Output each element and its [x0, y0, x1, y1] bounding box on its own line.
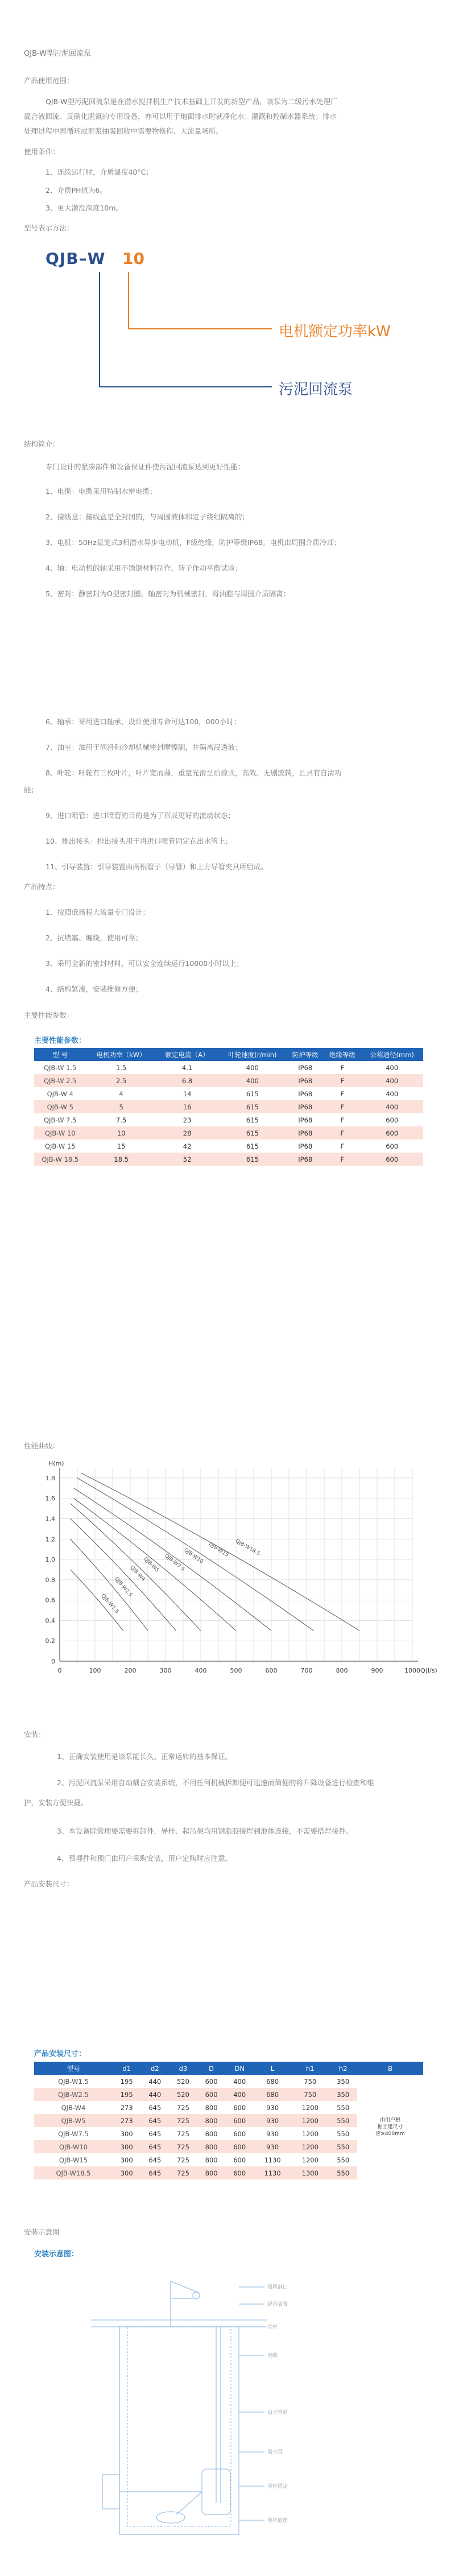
- dims-cell: 520: [169, 2075, 197, 2088]
- params-cell: 14: [156, 1087, 218, 1100]
- dims-cell: 600: [225, 2166, 254, 2179]
- params-column-header: 额定电流（A）: [156, 1048, 218, 1061]
- dims-column-header: d1: [113, 2062, 141, 2075]
- params-header-row: [34, 1048, 423, 1061]
- dims-table-title: 产品安装尺寸：: [34, 2050, 86, 2058]
- dims-cell: 680: [254, 2088, 291, 2101]
- dims-cell: 1130: [254, 2153, 291, 2166]
- params-cell: 615: [218, 1126, 287, 1140]
- params-cell: 5: [86, 1100, 156, 1113]
- params-cell: F: [324, 1113, 361, 1126]
- dims-cell: 440: [141, 2075, 169, 2088]
- params-cell: 600: [361, 1126, 423, 1140]
- dims-cell: 600: [225, 2140, 254, 2153]
- dims-cell: 600: [197, 2088, 226, 2101]
- params-cell: QJB-W 10: [34, 1126, 86, 1140]
- y-tick-label: 0.6: [45, 1596, 55, 1604]
- y-tick-label: 0.8: [45, 1576, 55, 1584]
- y-tick-label: 0: [51, 1658, 55, 1665]
- diagram-label: 起吊装置: [267, 2302, 288, 2307]
- series-label: QJB-W1.5: [100, 1593, 120, 1615]
- dims-cell: 930: [254, 2140, 291, 2153]
- feature-item: 1、按照低扬程大流量专门设计；: [46, 908, 150, 917]
- dims-cell: 930: [254, 2127, 291, 2140]
- model-name-label: 污泥回流泵: [279, 381, 353, 398]
- y-tick-label: 0.4: [45, 1617, 55, 1625]
- dims-cell: 645: [141, 2153, 169, 2166]
- dims-cell: QJB-W18.5: [34, 2166, 113, 2179]
- dims-cell: 725: [169, 2140, 197, 2153]
- x-tick-label: 400: [195, 1667, 207, 1674]
- x-tick-label: 300: [159, 1667, 172, 1674]
- page-title: QJB-W型污泥回流泵: [24, 49, 92, 58]
- dims-cell: QJB-W4: [34, 2101, 113, 2114]
- y-tick-label: 1.0: [45, 1556, 55, 1564]
- series-label: QJB-W2.5: [113, 1576, 134, 1599]
- params-cell: 615: [218, 1087, 287, 1100]
- params-cell: QJB-W 2.5: [34, 1074, 86, 1087]
- dims-cell: 1200: [291, 2153, 329, 2166]
- params-cell: 400: [361, 1100, 423, 1113]
- params-cell: 400: [361, 1074, 423, 1087]
- params-cell: 400: [218, 1061, 287, 1074]
- y-tick-label: 0.2: [45, 1637, 55, 1645]
- table-row: [34, 1113, 423, 1126]
- dims-cell: 645: [141, 2140, 169, 2153]
- dims-cell: 550: [329, 2101, 357, 2114]
- params-cell: 400: [218, 1074, 287, 1087]
- structure-item: 8、叶轮：叶轮有三枚叶片，叶片宽而薄，重量光滑呈后掠式，高效、无剧波转，且具有自清功: [46, 769, 342, 777]
- dims-cell: QJB-W10: [34, 2140, 113, 2153]
- dims-column-header: 型号: [34, 2062, 113, 2075]
- dims-cell: 750: [291, 2075, 329, 2088]
- params-cell: 615: [218, 1100, 287, 1113]
- dims-cell: 1200: [291, 2114, 329, 2127]
- structure-item: 3、电机：50Hz鼠笼式3相潜水异步电动机，F级绝缘，防护等级IP68。电机由周围介质冷却；: [46, 538, 341, 547]
- dims-column-header: h1: [291, 2062, 329, 2075]
- params-cell: 23: [156, 1113, 218, 1126]
- x-tick-label: 800: [336, 1667, 348, 1674]
- params-cell: 15: [86, 1140, 156, 1153]
- dims-cell: 273: [113, 2101, 141, 2114]
- condition-item: 2、介质PH值为6。: [46, 186, 107, 195]
- dims-cell: 645: [141, 2127, 169, 2140]
- series-label: QJB-W18.5: [234, 1538, 261, 1557]
- install-item-continued: 护，安装方便快捷。: [24, 1798, 88, 1807]
- dims-cell: 750: [291, 2088, 329, 2101]
- params-cell: 6.8: [156, 1074, 218, 1087]
- series-label: QJB-W5: [142, 1556, 160, 1574]
- dims-cell: 550: [329, 2114, 357, 2127]
- x-tick-label: 100: [89, 1667, 101, 1674]
- structure-item: 10、排出接头：排出接头用于将进口喷管固定在出水管上；: [46, 837, 233, 845]
- y-tick-label: 1.6: [45, 1495, 55, 1502]
- params-cell: 4: [86, 1087, 156, 1100]
- params-cell: 400: [361, 1061, 423, 1074]
- table-row: [34, 1153, 423, 1166]
- params-cell: QJB-W 18.5: [34, 1153, 86, 1166]
- params-cell: IP68: [287, 1100, 324, 1113]
- dims-cell: 195: [113, 2088, 141, 2101]
- structure-item: 9、进口喷管：进口喷管的目的是为了形成更好的流动状态；: [46, 811, 235, 820]
- params-cell: QJB-W 5: [34, 1100, 86, 1113]
- dims-cell: 350: [329, 2088, 357, 2101]
- dims-cell: 300: [113, 2140, 141, 2153]
- params-cell: 600: [361, 1113, 423, 1126]
- params-cell: IP68: [287, 1061, 324, 1074]
- params-cell: F: [324, 1074, 361, 1087]
- y-tick-label: 1.8: [45, 1474, 55, 1482]
- dims-cell: 600: [225, 2153, 254, 2166]
- dims-cell: 440: [141, 2088, 169, 2101]
- x-tick-label: 700: [300, 1667, 313, 1674]
- dims-cell: 273: [113, 2114, 141, 2127]
- diagram-title: 安装示意图：: [34, 2250, 79, 2259]
- install-item: 2、污泥回流泵采用自动耦合安装系统，不用任何机械拆卸便可迅速而简便的将升降设备进行检查和维: [57, 1778, 374, 1787]
- dims-column-header: L: [254, 2062, 291, 2075]
- model-code: QJB–W: [46, 249, 106, 268]
- dims-column-header: d2: [141, 2062, 169, 2075]
- params-cell: 42: [156, 1140, 218, 1153]
- dims-header-row: [34, 2062, 423, 2075]
- params-cell: 28: [156, 1126, 218, 1140]
- structure-item: 2、接线盒：接线盒是全封闭的，与周围液体和定子绕组隔离的；: [46, 513, 249, 521]
- params-cell: IP68: [287, 1140, 324, 1153]
- params-cell: IP68: [287, 1153, 324, 1166]
- y-tick-label: 1.2: [45, 1535, 55, 1543]
- diagram-label: 潜水泵: [267, 2450, 283, 2455]
- dims-cell: QJB-W7.5: [34, 2127, 113, 2140]
- dims-cell: 300: [113, 2153, 141, 2166]
- dims-cell: 600: [225, 2127, 254, 2140]
- dims-cell: 300: [113, 2166, 141, 2179]
- dims-cell: 550: [329, 2127, 357, 2140]
- dims-cell: 800: [197, 2127, 226, 2140]
- diagram-label: 导杆固定: [267, 2484, 288, 2490]
- x-axis-label: Q(l/s): [420, 1667, 437, 1674]
- install-item: 1、正确安装使用是该泵能长久、正常运转的基本保证。: [57, 1752, 232, 1761]
- dims-b-note-line: 应≥400mm: [375, 2131, 405, 2137]
- dims-cell: 645: [141, 2114, 169, 2127]
- dims-b-note-line: 据土建尺寸: [377, 2124, 403, 2130]
- dims-cell: 1200: [291, 2140, 329, 2153]
- usage-paragraph-line2: 混合液回流、反硝化脱氮的专用设备，亦可以用于地面排水时就净化水；灌溉和控制水器系统；排水: [24, 112, 337, 121]
- dims-cell: QJB-W2.5: [34, 2088, 113, 2101]
- params-cell: 16: [156, 1100, 218, 1113]
- dims-cell: 930: [254, 2101, 291, 2114]
- dims-b-note-line: 由用户根: [380, 2117, 401, 2123]
- structure-item: 6、轴承：采用进口轴承，设计使用寿命可达100，000小时；: [46, 717, 241, 726]
- params-cell: 2.5: [86, 1074, 156, 1087]
- params-cell: QJB-W 4: [34, 1087, 86, 1100]
- dims-cell: 1200: [291, 2127, 329, 2140]
- structure-item: 4、轴：电动机的轴采用不锈钢材料制作，转子作动平衡试验；: [46, 564, 242, 572]
- table-row: [34, 1087, 423, 1100]
- params-cell: 18.5: [86, 1153, 156, 1166]
- diagram-heading: 安装示意图: [24, 2228, 60, 2236]
- conditions-heading: 使用条件：: [24, 147, 60, 156]
- dims-cell: QJB-W5: [34, 2114, 113, 2127]
- structure-item: 5、密封：静密封为O型密封圈。轴密封为机械密封，将油腔与周围介质隔离；: [46, 589, 291, 598]
- dims-cell: 725: [169, 2127, 197, 2140]
- dims-cell: 645: [141, 2166, 169, 2179]
- installation-diagram: [0, 2264, 455, 2576]
- params-cell: 615: [218, 1140, 287, 1153]
- feature-item: 4、结构紧凑，安装维修方便；: [46, 985, 143, 993]
- dims-cell: 725: [169, 2166, 197, 2179]
- params-cell: F: [324, 1061, 361, 1074]
- diagram-label: 导杆底座: [267, 2518, 288, 2524]
- dims-cell: 725: [169, 2114, 197, 2127]
- install-item: 4、预埋件和预门由用户采购安装，用户定购时应注意。: [57, 1854, 232, 1863]
- features-heading: 产品特点：: [24, 882, 60, 891]
- params-cell: QJB-W 1.5: [34, 1061, 86, 1074]
- dims-cell: 645: [141, 2101, 169, 2114]
- dims-cell: 725: [169, 2153, 197, 2166]
- params-cell: QJB-W 15: [34, 1140, 86, 1153]
- structure-heading: 结构简介：: [24, 440, 60, 448]
- y-axis-label: H(m): [48, 1460, 64, 1467]
- params-column-header: 电机功率（kW）: [86, 1048, 156, 1061]
- table-row: [34, 1126, 423, 1140]
- params-cell: QJB-W 7.5: [34, 1113, 86, 1126]
- dims-cell: QJB-W15: [34, 2153, 113, 2166]
- structure-item: 11、引导装置：引导装置由两根管子（导管）和上方导管夹具所组成。: [46, 862, 268, 871]
- series-label: QJB-W10: [183, 1547, 204, 1565]
- table-row: [34, 1140, 423, 1153]
- dims-column-header: h2: [329, 2062, 357, 2075]
- params-cell: IP68: [287, 1087, 324, 1100]
- table-row: [34, 1061, 423, 1074]
- dims-cell: 930: [254, 2114, 291, 2127]
- params-cell: F: [324, 1126, 361, 1140]
- model-heading: 型号表示方法：: [24, 224, 74, 232]
- dims-cell: 1130: [254, 2166, 291, 2179]
- table-row: [34, 2075, 423, 2088]
- dims-b-note: [357, 2075, 423, 2179]
- install-item: 3、本设备除管理要需要拆卸外，导杆、起吊架均用钢脂胶接焊到池体连接，不需要搭焊接件。: [57, 1827, 353, 1835]
- dims-cell: 800: [197, 2140, 226, 2153]
- usage-paragraph-line3: 处理过程中再循环或泥浆抽吸回收中需要物换程、大流量场所。: [24, 127, 224, 135]
- dims-cell: 195: [113, 2075, 141, 2088]
- usage-paragraph-line1: QJB-W型污泥回流泵是在潜水搅拌机生产技术基础上开发的新型产品，该泵为二级污水处理厂: [46, 97, 338, 106]
- diagram-label: 电缆: [267, 2353, 278, 2359]
- x-tick-label: 0: [57, 1667, 62, 1674]
- params-column-header: 公称通径(mm): [361, 1048, 423, 1061]
- params-cell: F: [324, 1087, 361, 1100]
- x-tick-label: 500: [230, 1667, 242, 1674]
- diagram-label: 导杆: [267, 2325, 278, 2330]
- dims-cell: 400: [225, 2088, 254, 2101]
- model-power-value: 10: [122, 249, 144, 268]
- curve-heading: 性能曲线：: [24, 1442, 60, 1450]
- dims-cell: 800: [197, 2114, 226, 2127]
- dims-cell: 550: [329, 2166, 357, 2179]
- dims-cell: 550: [329, 2140, 357, 2153]
- table-row: [34, 1074, 423, 1087]
- structure-item: 7、油室：油用于润滑和冷却机械密封摩擦副，并隔离浸透液；: [46, 743, 242, 752]
- dims-cell: 600: [225, 2114, 254, 2127]
- condition-item: 1、连续运行时，介质温度40°C；: [46, 168, 153, 176]
- dims-cell: 800: [197, 2166, 226, 2179]
- condition-item: 3、更大潜没深度10m。: [46, 204, 123, 212]
- dims-cell: 350: [329, 2075, 357, 2088]
- x-tick-label: 900: [371, 1667, 383, 1674]
- usage-heading: 产品使用范围：: [24, 76, 74, 85]
- feature-item: 2、抗堵塞、缠绕，使用可靠；: [46, 934, 143, 942]
- params-cell: 400: [361, 1087, 423, 1100]
- params-cell: F: [324, 1100, 361, 1113]
- params-cell: IP68: [287, 1126, 324, 1140]
- dims-cell: 725: [169, 2101, 197, 2114]
- performance-curve-chart: [34, 1456, 444, 1695]
- params-cell: 615: [218, 1153, 287, 1166]
- dims-cell: 520: [169, 2088, 197, 2101]
- params-column-header: 型 号: [34, 1048, 86, 1061]
- dims-column-header: B: [357, 2062, 423, 2075]
- model-power-label: 电机额定功率kW: [279, 323, 391, 340]
- dims-cell: 800: [197, 2153, 226, 2166]
- params-column-header: 叶轮速度(r/min): [218, 1048, 287, 1061]
- table-row: [34, 1100, 423, 1113]
- install-heading: 安装：: [24, 1730, 46, 1739]
- x-tick-label: 1000: [404, 1667, 420, 1674]
- dims-cell: 400: [225, 2075, 254, 2088]
- params-cell: 615: [218, 1113, 287, 1126]
- dims-table: [34, 2062, 423, 2179]
- series-label: QJB-W7.5: [163, 1553, 186, 1573]
- params-cell: 1.5: [86, 1061, 156, 1074]
- feature-item: 3、采用全新的密封材料，可以安全连续运行10000小时以上；: [46, 959, 243, 968]
- dims-cell: 550: [329, 2153, 357, 2166]
- params-cell: 600: [361, 1153, 423, 1166]
- y-tick-label: 1.4: [45, 1515, 55, 1523]
- series-label: QJB-W4: [129, 1564, 146, 1583]
- structure-item: 1、电缆：电缆采用特制水密电缆；: [46, 487, 157, 496]
- diagram-label: 预留洞口: [267, 2285, 288, 2290]
- params-cell: IP68: [287, 1074, 324, 1087]
- dims-column-header: D: [197, 2062, 226, 2075]
- structure-intro: 专门设计的紧凑部件和设备保证件使污泥回流泵达到更好性能：: [46, 463, 245, 471]
- params-cell: F: [324, 1140, 361, 1153]
- series-label: QJB-W15: [208, 1541, 230, 1559]
- dims-column-header: DN: [225, 2062, 254, 2075]
- x-tick-label: 200: [124, 1667, 136, 1674]
- dims-cell: QJB-W1.5: [34, 2075, 113, 2088]
- dims-cell: 800: [197, 2101, 226, 2114]
- series-curve: [71, 1539, 148, 1630]
- params-cell: F: [324, 1153, 361, 1166]
- params-cell: 10: [86, 1126, 156, 1140]
- x-tick-label: 600: [265, 1667, 278, 1674]
- params-cell: IP68: [287, 1113, 324, 1126]
- params-cell: 4.1: [156, 1061, 218, 1074]
- params-column-header: 防护等级: [287, 1048, 324, 1061]
- params-cell: 600: [361, 1140, 423, 1153]
- model-connector-lines: [0, 0, 455, 455]
- params-table-title: 主要性能参数：: [34, 1037, 86, 1045]
- params-cell: 7.5: [86, 1113, 156, 1126]
- params-column-header: 绝缘等级: [324, 1048, 361, 1061]
- diagram-label: 出水管道: [267, 2410, 288, 2416]
- dims-cell: 600: [225, 2101, 254, 2114]
- params-cell: 52: [156, 1153, 218, 1166]
- params-heading: 主要性能参数：: [24, 1011, 74, 1019]
- dims-cell: 1300: [291, 2166, 329, 2179]
- dims-cell: 600: [197, 2075, 226, 2088]
- dims-cell: 1200: [291, 2101, 329, 2114]
- dims-cell: 300: [113, 2127, 141, 2140]
- params-table: [34, 1048, 423, 1166]
- install-size-heading: 产品安装尺寸：: [24, 1880, 74, 1888]
- structure-item-continued: 能；: [24, 786, 39, 794]
- dims-column-header: d3: [169, 2062, 197, 2075]
- dims-cell: 680: [254, 2075, 291, 2088]
